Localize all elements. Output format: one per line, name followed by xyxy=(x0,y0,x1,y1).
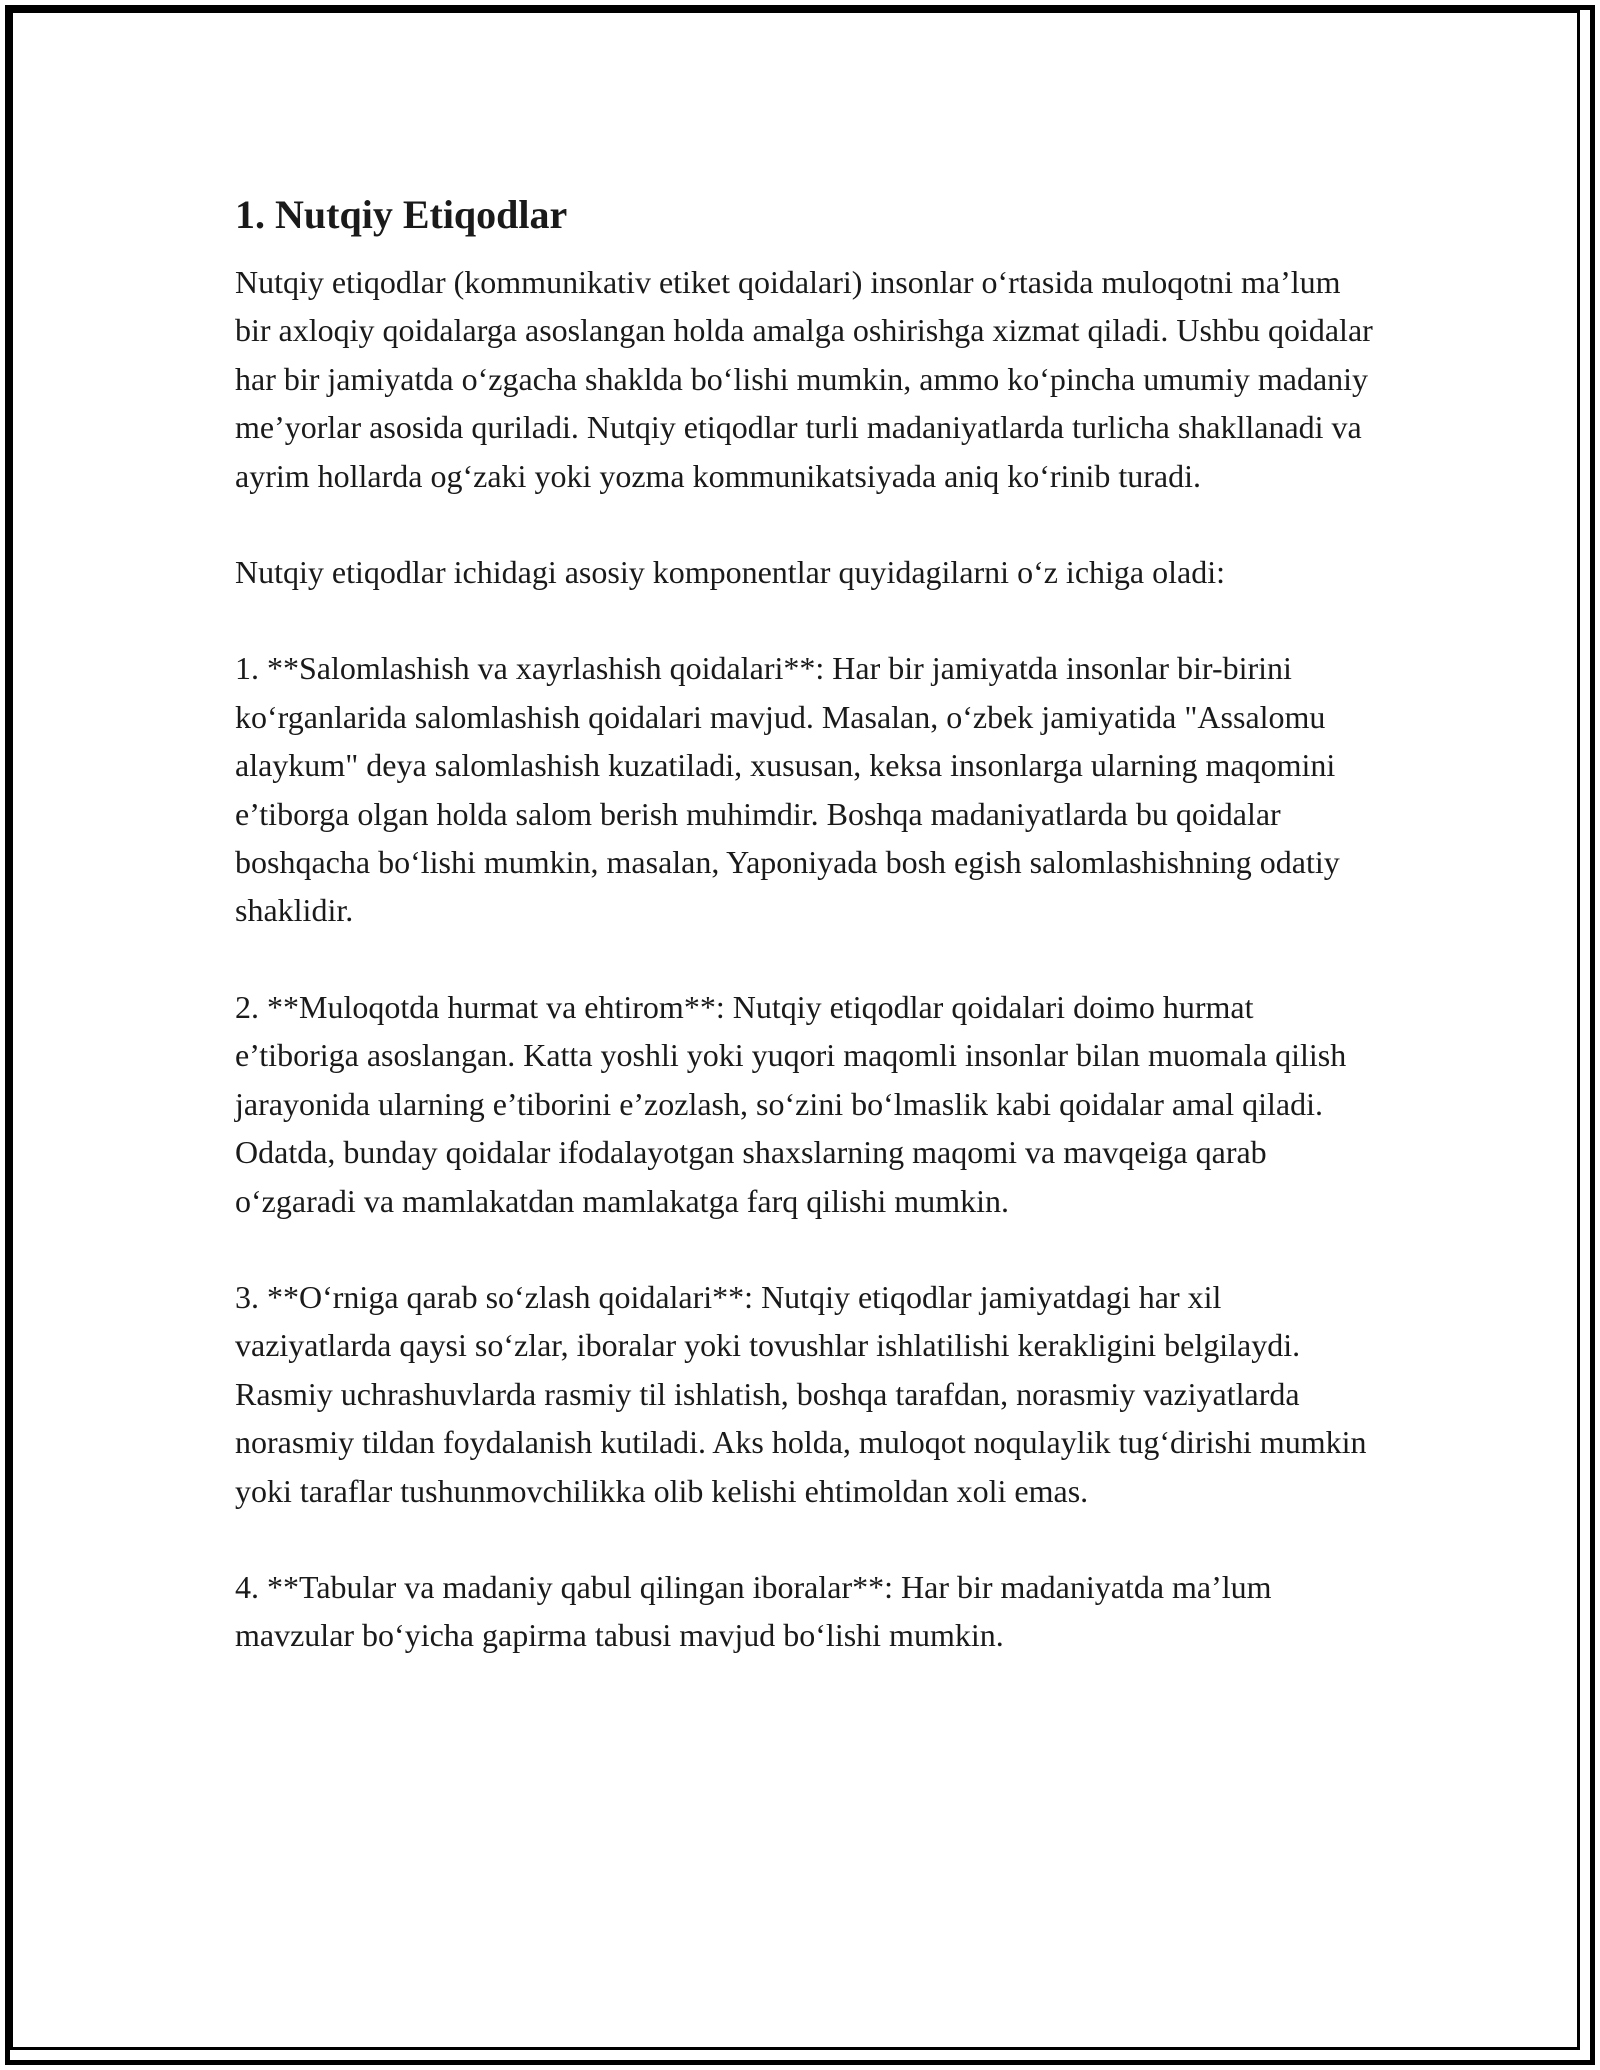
item-taboos-paragraph: 4. **Tabular va madaniy qabul qilingan iboralar**: Har bir madaniyatda ma’lum mavzular bo‘yicha gapirma tabusi mavjud bo‘lishi mumkin. xyxy=(235,1568,1272,1654)
item-greetings-paragraph: 1. **Salomlashish va xayrlashish qoidalari**: Har bir jamiyatda insonlar bir-birini ko‘rganlarida salomlashish qoidalari mavjud. Masalan, o‘zbek jamiyatida "Assalomu alaykum" deya salomlashish kuzatiladi, xususan, keksa insonlarga ularning maqomini e’tiborga olgan holda salom berish muhimdir. Boshqa madaniyatlarda bu qoidalar boshqacha bo‘lishi mumkin, masalan, Yaponiyada bosh egish salomlashishning odatiy shaklidir. xyxy=(235,650,1340,929)
components-lead-paragraph: Nutqiy etiqodlar ichidagi asosiy komponentlar quyidagilarni o‘z ichiga oladi: xyxy=(235,554,1225,591)
document-body xyxy=(235,188,1375,1708)
item-context-speech-paragraph: 3. **O‘rniga qarab so‘zlash qoidalari**: Nutqiy etiqodlar jamiyatdagi har xil vaziyatlarda qaysi so‘zlar, iboralar yoki tovushlar ishlatilishi kerakligini belgilaydi. Rasmiy uchrashuvlarda rasmiy til ishlatish, boshqa tarafdan, norasmiy vaziyatlarda norasmiy tildan foydalanish kutiladi. Aks holda, muloqot noqulaylik tug‘dirishi mumkin yoki taraflar tushunmovchilikka olib kelishi ehtimoldan xoli emas. xyxy=(235,1278,1367,1509)
intro-paragraph: Nutqiy etiqodlar (kommunikativ etiket qoidalari) insonlar o‘rtasida muloqotni ma’lum bir axloqiy qoidalarga asoslangan holda amalga oshirishga xizmat qiladi. Ushbu qoidalar har bir jamiyatda o‘zgacha shaklda bo‘lishi mumkin, ammo ko‘pincha umumiy madaniy me’yorlar asosida quriladi. Nutqiy etiqodlar turli madaniyatlarda turlicha shakllanadi va ayrim hollarda og‘zaki yoki yozma kommunikatsiyada aniq ko‘rinib turadi. xyxy=(235,264,1373,494)
section-heading: 1. Nutqiy Etiqodlar xyxy=(235,192,568,237)
item-respect-paragraph: 2. **Muloqotda hurmat va ehtirom**: Nutqiy etiqodlar qoidalari doimo hurmat e’tiboriga asoslangan. Katta yoshli yoki yuqori maqomli insonlar bilan muomala qilish jarayonida ularning e’tiborini e’zozlash, so‘zini bo‘lmaslik kabi qoidalar amal qiladi. Odatda, bunday qoidalar ifodalayotgan shaxslarning maqomi va mavqeiga qarab o‘zgaradi va mamlakatdan mamlakatga farq qilishi mumkin. xyxy=(235,988,1347,1219)
